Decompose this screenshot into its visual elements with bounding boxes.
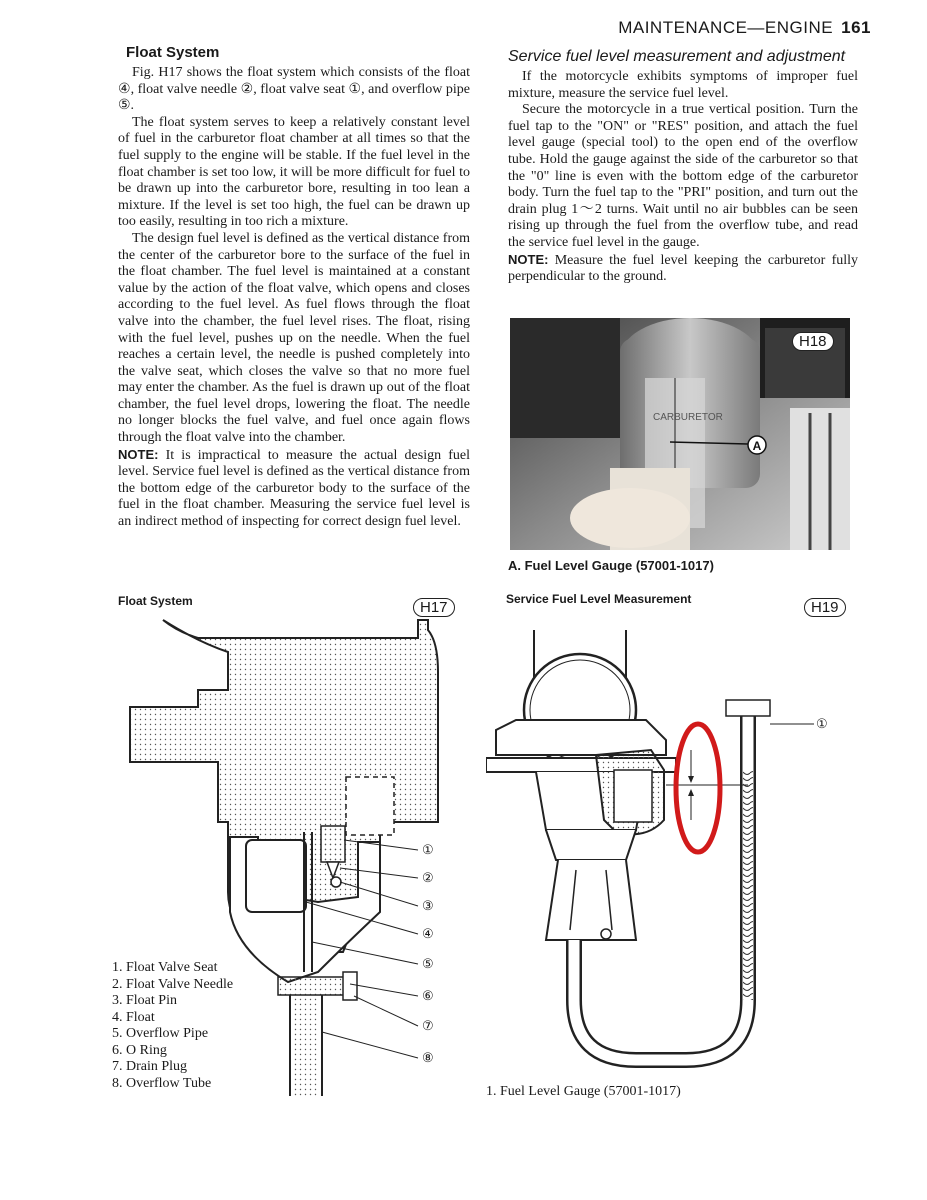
note-text: It is impractical to measure the actual design fuel level. Service fuel level is defined as the vertical distance from the bottom edge of the carburetor body to the surface of the fuel in the float chamber. Measuring the service fuel level is an indirect method of inspecting for correct design fuel level.	[118, 447, 471, 530]
left-column	[118, 44, 470, 531]
note-label: NOTE:	[508, 251, 549, 267]
legend-item: 3. Float Pin	[112, 993, 177, 1008]
fuel-level-highlight	[676, 724, 720, 852]
paragraph: The design fuel level is defined as the vertical distance from the center of the carburetor bore to the surface of the fuel in the float chamber. The fuel level is maintained at a constant value by the action of the float valve, which opens and closes according to the fuel level. As fuel flows through the float valve into the chamber, the fuel level rises. The float, rising with the fuel level, pushes up on the needle. When the fuel reaches a certain level, the needle is pushed completely into the valve seat, which closes the valve so that no more fuel may enter the chamber. As the fuel is drawn up out of the float chamber, the fuel level drops, lowering the float. The needle no longer blocks the fuel valve, and fuel once again flows through the float valve into the chamber.	[118, 230, 470, 446]
h19-caption: 1. Fuel Level Gauge (57001-1017)	[486, 1084, 681, 1099]
paragraph: Secure the motorcycle in a true vertical position. Turn the fuel tap to the "ON" or "RES" position, and attach the fuel level gauge (special tool) to the open end of the overflow tube. Hold the gauge against the side of the carburetor so that the "0" line is even with the bottom edge of the carburetor body. Turn the fuel tap to the "PRI" position, and turn out the drain plug 1～2 turns. Wait until no air bubbles can be seen rising up through the fuel from the overflow tube, and read the service fuel level in the gauge.	[508, 102, 858, 250]
fuel-level-drawing	[486, 620, 856, 1076]
right-body	[508, 69, 858, 286]
paragraph: Fig. H17 shows the float system which consists of the float ④, float valve needle ②, float valve seat ①, and overflow pipe ⑤.	[118, 65, 470, 114]
carburetor-photo	[510, 318, 850, 550]
figure-badge-h19: H19	[804, 598, 846, 617]
photo-carburetor-text: CARBURETOR	[653, 412, 723, 423]
right-column	[508, 48, 858, 286]
legend-item: 2. Float Valve Needle	[112, 976, 234, 992]
legend-item: 1. Float Valve Seat	[112, 960, 218, 975]
figure-badge-h18: H18	[792, 332, 834, 351]
callout-6: ⑥	[422, 988, 434, 1003]
callout-1: ①	[422, 842, 434, 857]
callout-1: ①	[816, 716, 828, 731]
note	[508, 252, 858, 286]
callout-a-label: A	[752, 439, 762, 453]
section-title: MAINTENANCE—ENGINE	[618, 18, 834, 37]
paragraph: The float system serves to keep a relatively constant level of fuel in the carburetor float chamber at all times so that the fuel supply to the engine will be stable. If the fuel level in the float chamber is set too low, it will be more difficult for fuel to be drawn up into the carburetor bore, resulting in too lean a mixture. If the level is set too high, the fuel can be drawn up too easily, resulting in too rich a mixture.	[118, 114, 470, 230]
h17-title: Float System	[118, 594, 193, 608]
note-text: Measure the fuel level keeping the carburetor fully perpendicular to the ground.	[508, 252, 859, 285]
legend-item: 4. Float	[112, 1009, 155, 1025]
carburetor-photo-image	[510, 318, 850, 550]
legend-item: 5. Overflow Pipe	[112, 1026, 209, 1041]
page-header	[618, 18, 871, 38]
h17-legend	[112, 960, 233, 1092]
note	[118, 447, 470, 531]
callout-2: ②	[422, 870, 434, 885]
fuel-level-diagram	[486, 620, 856, 1076]
h18-caption: A. Fuel Level Gauge (57001-1017)	[508, 558, 714, 573]
figure-badge-h17: H17	[413, 598, 455, 617]
callout-8: ⑧	[422, 1050, 434, 1065]
callout-4: ④	[422, 926, 434, 941]
h19-title: Service Fuel Level Measurement	[506, 592, 692, 606]
float-system-heading: Float System	[126, 44, 220, 61]
callout-7: ⑦	[422, 1018, 434, 1033]
page-number: 161	[841, 18, 871, 37]
service-fuel-heading: Service fuel level measurement and adjustment	[508, 48, 846, 65]
legend-item: 6. O Ring	[112, 1042, 167, 1058]
paragraph: If the motorcycle exhibits symptoms of improper fuel mixture, measure the service fuel level.	[508, 69, 858, 101]
left-body	[118, 65, 470, 531]
legend-item: 7. Drain Plug	[112, 1059, 188, 1074]
callout-3: ③	[422, 898, 434, 913]
callout-5: ⑤	[422, 956, 434, 971]
legend-item: 8. Overflow Tube	[112, 1075, 212, 1091]
note-label: NOTE:	[118, 446, 159, 462]
